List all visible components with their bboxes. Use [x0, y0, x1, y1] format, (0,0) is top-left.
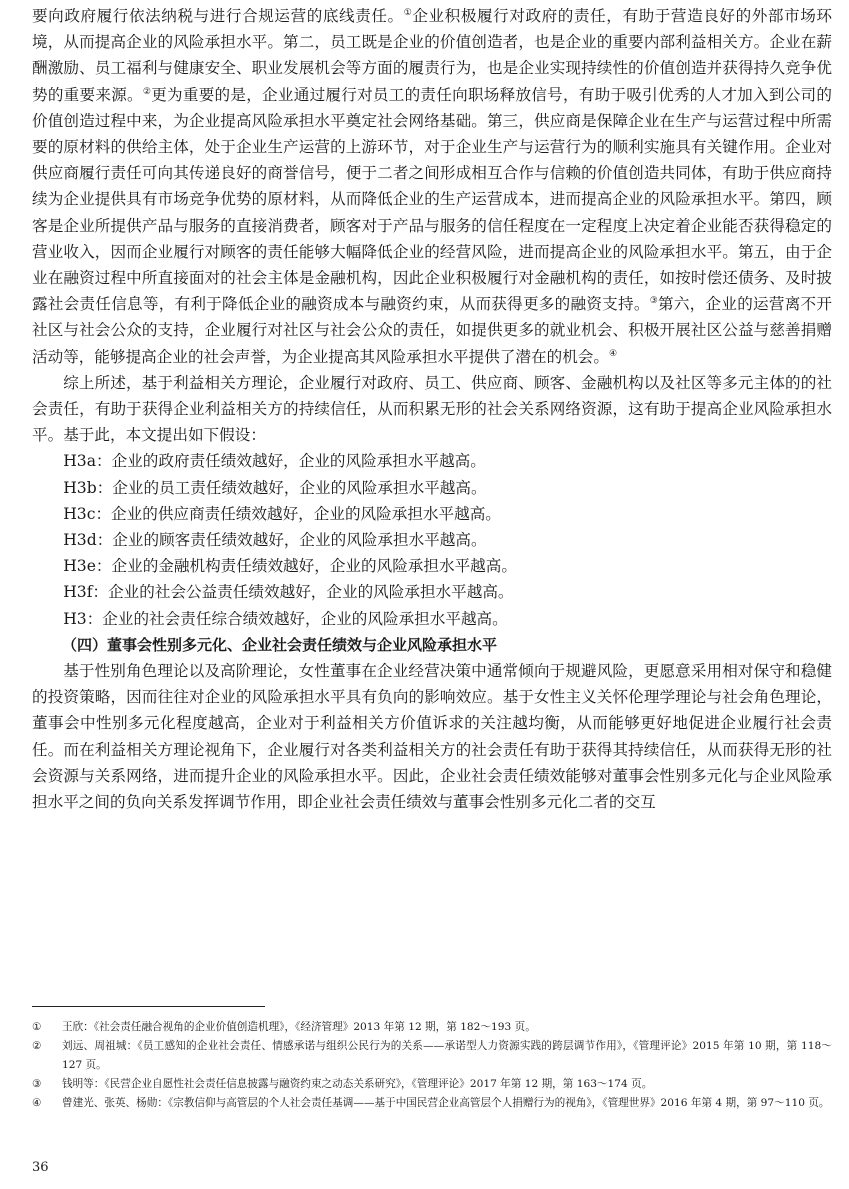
paragraph [32, 3, 832, 370]
footnote-item [32, 1037, 832, 1075]
text-run: H3f：企业的社会公益责任绩效越好，企业的风险承担水平越高。 [63, 583, 514, 602]
footnote-text: 钱明等：《民营企业自愿性社会责任信息披露与融资约束之动态关系研究》，《管理评论》2017 年第 12 期，第 163～174 页。 [62, 1078, 653, 1090]
text-run: H3d：企业的顾客责任绩效越好，企业的风险承担水平越高。 [63, 531, 487, 550]
body-text [32, 3, 832, 815]
text-run: H3e：企业的金融机构责任绩效越好，企业的风险承担水平越高。 [63, 557, 517, 576]
text-run: 基于性别角色理论以及高阶理论，女性董事在企业经营决策中通常倾向于规避风险，更愿意采用相对保守和稳健的投资策略，因而往往对企业的风险承担水平具有负向的影响效应。基于女性主义关怀伦理学理论与社会角色理论，董事会中性别多元化程度越高，企业对于利益相关方价值诉求的关注越均衡，从而能够更好地促进企业履行社会责任。而在利益相关方理论视角下，企业履行对各类利益相关方的社会责任有助于获得其持续信任，从而获得无形的社会资源与关系网络，进而提升企业的风险承担水平。因此，企业社会责任绩效能够对董事会性别多元化与企业风险承担水平之间的负向关系发挥调节作用，即企业社会责任绩效与董事会性别多元化二者的交互 [32, 662, 832, 812]
footnote-mark: ④ [32, 1097, 42, 1109]
text-run: H3c：企业的供应商责任绩效越好，企业的风险承担水平越高。 [63, 504, 501, 523]
paragraph [32, 658, 832, 815]
footnote-divider [32, 1006, 265, 1007]
paragraph [32, 370, 832, 449]
footnote-mark: ① [32, 1021, 42, 1033]
page-number: 36 [32, 1160, 49, 1175]
hypothesis-line [32, 475, 832, 501]
text-run: H3b：企业的员工责任绩效越好，企业的风险承担水平越高。 [63, 478, 487, 497]
footnote-text: 刘远、周祖城：《员工感知的企业社会责任、情感承诺与组织公民行为的关系——承诺型人力资源实践的跨层调节作用》，《管理评论》2015 年第 10 期，第 118～127 页。 [62, 1040, 832, 1071]
footnote-ref[interactable]: ④ [608, 348, 618, 359]
text-run: 要向政府履行依法纳税与进行合规运营的底线责任。 [32, 7, 404, 25]
footnote-ref[interactable]: ② [142, 86, 152, 97]
footnote-ref[interactable]: ① [403, 7, 413, 18]
footnotes [32, 1018, 832, 1113]
footnote-mark: ③ [32, 1078, 42, 1090]
footnote-mark: ② [32, 1040, 42, 1052]
hypothesis-line [32, 527, 832, 553]
text-run: H3：企业的社会责任综合绩效越好，企业的风险承担水平越高。 [63, 609, 508, 628]
text-run: 综上所述，基于利益相关方理论，企业履行对政府、员工、供应商、顾客、金融机构以及社区等多元主体的的社会责任，有助于获得企业利益相关方的持续信任，从而积累无形的社会关系网络资源，这有助于提高企业风险承担水平。基于此，本文提出如下假设： [32, 373, 832, 445]
text-run: 更为重要的是，企业通过履行对员工的责任向职场释放信号，有助于吸引优秀的人才加入到公司的价值创造过程中来，为企业提高风险承担水平奠定社会网络基础。第三，供应商是保障企业在生产与运营过程中所需要的原材料的供给主体，处于企业生产运营的上游环节，对于企业生产与运营行为的顺利实施具有关键作用。企业对供应商履行责任可向其传递良好的商誉信号，便于二者之间形成相互合作与信赖的价值创造共同体，有助于供应商持续为企业提供具有市场竞争优势的原材料，从而降低企业的生产运营成本，进而提高企业的风险承担水平。第四，顾客是企业所提供产品与服务的直接消费者，顾客对于产品与服务的信任程度在一定程度上决定着企业能否获得稳定的营业收入，因而企业履行对顾客的责任能够大幅降低企业的经营风险，进而提高企业的风险承担水平。第五，由于企业在融资过程中所直接面对的社会主体是金融机构，因此企业积极履行对金融机构的责任，如按时偿还债务、及时披露社会责任信息等，有利于降低企业的融资成本与融资约束，从而获得更多的融资支持。 [32, 85, 832, 314]
hypothesis-line [32, 606, 832, 632]
text-run: H3a：企业的政府责任绩效越好，企业的风险承担水平越高。 [63, 452, 486, 471]
footnote-item [32, 1075, 832, 1094]
footnote-item [32, 1094, 832, 1113]
hypothesis-line [32, 448, 832, 474]
section-heading [32, 632, 832, 658]
footnote-text: 曾建光、张英、杨勋：《宗教信仰与高管层的个人社会责任基调——基于中国民营企业高管层个人捐赠行为的视角》，《管理世界》2016 年第 4 期，第 97～110 页。 [62, 1097, 830, 1109]
footnote-text: 王欣：《社会责任融合视角的企业价值创造机理》，《经济管理》2013 年第 12 期，第 182～193 页。 [62, 1021, 536, 1033]
footnote-ref[interactable]: ③ [649, 296, 658, 307]
hypothesis-line [32, 579, 832, 605]
text-run: 第六，企业的运营离不开社区与社会公众的支持，企业履行对社区与社会公众的责任，如提供更多的就业机会、积极开展社区公益与慈善捐赠活动等，能够提高企业的社会声誉，为企业提高其风险承担水平提供了潜在的机会。 [32, 295, 832, 366]
text-run: （四）董事会性别多元化、企业社会责任绩效与企业风险承担水平 [62, 635, 498, 654]
hypothesis-line [32, 501, 832, 527]
hypothesis-line [32, 553, 832, 579]
footnote-item [32, 1018, 832, 1037]
text-run: 企业积极履行对政府的责任，有助于营造良好的外部市场环境，从而提高企业的风险承担水平。第二，员工既是企业的价值创造者，也是企业的重要内部利益相关方。企业在薪酬激励、员工福利与健康安全、职业发展机会等方面的履责行为，也是企业实现持续性的价值创造并获得持久竞争优势的重要来源。 [32, 7, 832, 104]
